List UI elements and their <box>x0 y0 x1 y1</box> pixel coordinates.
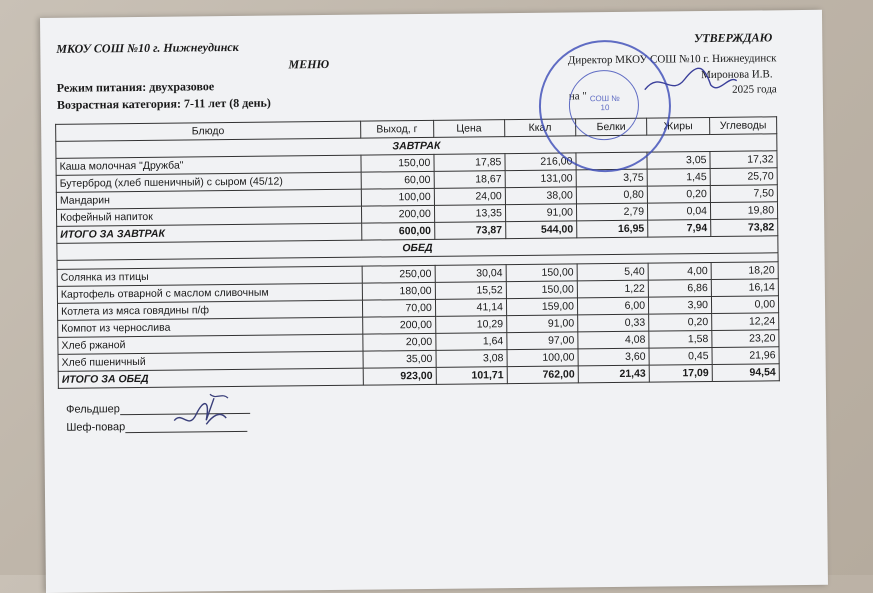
cell: 30,04 <box>435 265 506 283</box>
cell: 600,00 <box>361 222 434 240</box>
cell: 1,64 <box>436 333 507 351</box>
cell: 3,75 <box>576 169 647 187</box>
cell: 17,32 <box>710 151 777 169</box>
cell: 5,40 <box>577 263 648 281</box>
cell: 100,00 <box>507 349 578 367</box>
cell: 17,09 <box>649 364 712 382</box>
handwritten-signature <box>166 390 236 435</box>
dish-name: Бутерброд (хлеб пшеничный) с сыром (45/12) <box>56 172 361 192</box>
cell: 100,00 <box>361 188 434 206</box>
cell: 21,43 <box>578 365 649 383</box>
director-name: Миронова И.В. <box>701 68 773 82</box>
cell: 16,95 <box>577 220 648 238</box>
dish-name: Каша молочная "Дружба" <box>56 155 361 175</box>
cell: 150,00 <box>361 154 434 172</box>
dish-name: Мандарин <box>56 189 361 209</box>
cell: 23,20 <box>712 330 779 348</box>
total-label: ИТОГО ЗА ЗАВТРАК <box>57 223 362 243</box>
cell: 3,60 <box>578 348 649 366</box>
cell: 544,00 <box>505 221 576 239</box>
cell: 6,00 <box>577 297 648 315</box>
cell: 762,00 <box>507 366 578 384</box>
column-header: Белки <box>575 118 646 136</box>
cell: 0,45 <box>649 347 712 365</box>
section-lunch: ОБЕД <box>57 236 778 261</box>
cell: 70,00 <box>362 299 435 317</box>
cell: 35,00 <box>363 350 436 368</box>
cell: 13,35 <box>434 205 505 223</box>
director-signature <box>640 61 740 102</box>
cell: 18,20 <box>711 262 778 280</box>
dish-name: Картофель отварной с маслом сливочным <box>57 283 362 303</box>
cell: 250,00 <box>362 265 435 283</box>
medic-label: Фельдшер <box>66 403 120 416</box>
cell: 150,00 <box>506 264 577 282</box>
approval-year: 2025 года <box>732 83 777 96</box>
cell: 0,33 <box>578 314 649 332</box>
cell: 200,00 <box>361 205 434 223</box>
meal-regime: Режим питания: двухразовое <box>56 79 215 95</box>
official-stamp <box>538 39 671 172</box>
cell: 21,96 <box>712 347 779 365</box>
cell: 0,20 <box>647 185 710 203</box>
cell: 18,67 <box>434 171 505 189</box>
cell: 131,00 <box>505 170 576 188</box>
cell: 923,00 <box>363 367 436 385</box>
cell: 3,90 <box>648 296 711 314</box>
cell: 216,00 <box>505 153 576 171</box>
cell: 91,00 <box>506 315 577 333</box>
cell: 0,04 <box>647 202 710 220</box>
total-label: ИТОГО ЗА ОБЕД <box>58 368 363 388</box>
cell: 3,05 <box>647 151 710 169</box>
cell: 19,80 <box>710 202 777 220</box>
dish-name: Хлеб ржаной <box>58 334 363 354</box>
age-category: Возрастная категория: 7-11 лет (8 день) <box>56 95 271 112</box>
cell: 73,87 <box>434 222 505 240</box>
cell: 150,00 <box>506 281 577 299</box>
cell: 200,00 <box>362 316 435 334</box>
dish-name: Хлеб пшеничный <box>58 351 363 371</box>
dish-name: Кофейный напиток <box>57 206 362 226</box>
column-header: Блюдо <box>56 121 361 141</box>
section-breakfast: ЗАВТРАК <box>56 134 777 159</box>
cell: 180,00 <box>362 282 435 300</box>
cell: 73,82 <box>711 219 778 237</box>
cell: 41,14 <box>435 299 506 317</box>
cell: 94,54 <box>712 364 779 382</box>
cell: 16,14 <box>711 279 778 297</box>
cell: 4,00 <box>648 262 711 280</box>
cell: 17,85 <box>434 154 505 172</box>
menu-sheet <box>40 10 828 593</box>
cell: 60,00 <box>361 171 434 189</box>
cell: 7,50 <box>710 185 777 203</box>
cell: 25,70 <box>710 168 777 186</box>
dish-name: Солянка из птицы <box>57 266 362 286</box>
cell: 7,94 <box>648 219 711 237</box>
cell: 38,00 <box>505 187 576 205</box>
column-header: Углеводы <box>710 117 777 135</box>
stamp-text: СОШ № 10 <box>589 93 620 113</box>
column-header: Цена <box>433 120 504 138</box>
cell: 0,00 <box>711 296 778 314</box>
organization-name: МКОУ СОШ №10 г. Нижнеудинск <box>56 39 239 56</box>
cell: 10,29 <box>435 316 506 334</box>
cell: 0,20 <box>649 313 712 331</box>
cell: 3,08 <box>436 350 507 368</box>
date-prefix: на " <box>568 90 587 103</box>
cell: 97,00 <box>507 332 578 350</box>
cell: 15,52 <box>435 282 506 300</box>
column-header: Выход, г <box>360 120 433 138</box>
dish-name: Компот из чернослива <box>58 317 363 337</box>
dish-name: Котлета из мяса говядины п/ф <box>57 300 362 320</box>
chef-label: Шеф-повар <box>66 421 126 434</box>
cell: 101,71 <box>436 367 507 385</box>
director-title: Директор МКОУ СОШ №10 г. Нижнеудинск <box>567 52 777 67</box>
column-header: Ккал <box>504 119 575 137</box>
cell: 6,86 <box>648 279 711 297</box>
cell: 159,00 <box>506 298 577 316</box>
cell: 2,79 <box>576 203 647 221</box>
cell: 1,45 <box>647 168 710 186</box>
cell: 12,24 <box>712 313 779 331</box>
column-header: Жиры <box>647 117 710 135</box>
cell: 1,58 <box>649 330 712 348</box>
approve-label: УТВЕРЖДАЮ <box>693 30 773 46</box>
cell: 0,80 <box>576 186 647 204</box>
cell: 1,22 <box>577 280 648 298</box>
menu-title: МЕНЮ <box>288 56 330 72</box>
cell: 4,08 <box>578 331 649 349</box>
cell: 24,00 <box>434 188 505 206</box>
cell: 91,00 <box>505 204 576 222</box>
menu-table <box>55 116 780 389</box>
cell: 20,00 <box>362 333 435 351</box>
